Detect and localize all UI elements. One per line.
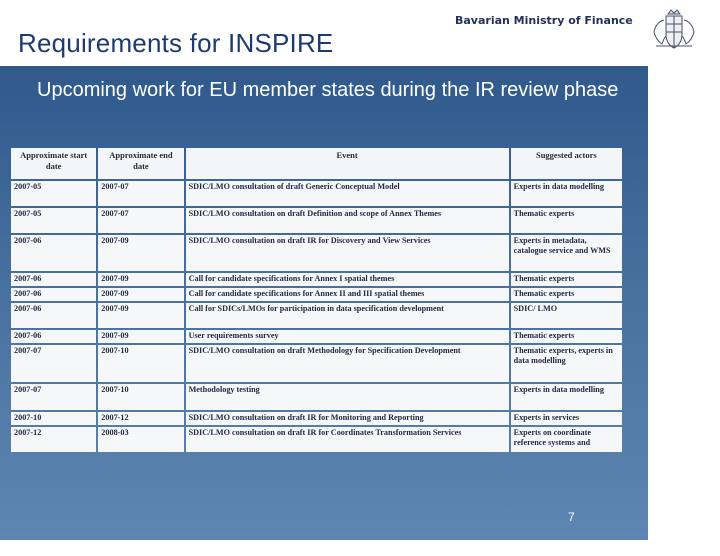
actors-cell: Thematic experts, experts in data modelling: [511, 345, 622, 382]
end-date-cell: 2007-09: [98, 330, 183, 343]
start-date-cell: 2007-07: [11, 384, 96, 410]
header-event: Event: [186, 148, 509, 179]
slide-title: Requirements for INSPIRE: [18, 28, 334, 58]
start-date-cell: 2007-05: [11, 208, 96, 233]
end-date-cell: 2007-10: [98, 345, 183, 382]
event-cell: Call for candidate specifications for Annex I spatial themes: [186, 273, 509, 286]
event-cell: User requirements survey: [186, 330, 509, 343]
table-header-row: [11, 148, 622, 179]
table-row: [11, 330, 622, 343]
actors-cell: Thematic experts: [511, 273, 622, 286]
header-end-date: Approximate end date: [98, 148, 183, 179]
start-date-cell: 2007-06: [11, 273, 96, 286]
start-date-cell: 2007-06: [11, 288, 96, 301]
actors-cell: Experts in data modelling: [511, 384, 622, 410]
schedule-table: [9, 146, 624, 454]
start-date-cell: 2007-06: [11, 303, 96, 328]
event-cell: Methodology testing: [186, 384, 509, 410]
table-row: [11, 208, 622, 233]
end-date-cell: 2007-12: [98, 412, 183, 425]
start-date-cell: 2007-07: [11, 345, 96, 382]
schedule-table-container: [9, 146, 624, 556]
event-cell: Call for candidate specifications for Annex II and III spatial themes: [186, 288, 509, 301]
event-cell: Call for SDICs/LMOs for participation in data specification development: [186, 303, 509, 328]
end-date-cell: 2007-09: [98, 288, 183, 301]
actors-cell: Thematic experts: [511, 288, 622, 301]
bavarian-coat-of-arms-icon: [648, 8, 700, 52]
table-row: [11, 303, 622, 328]
end-date-cell: 2007-10: [98, 384, 183, 410]
table-row: [11, 384, 622, 410]
event-cell: SDIC/LMO consultation on draft IR for Coordinates Transformation Services: [186, 427, 509, 452]
table-row: [11, 427, 622, 452]
table-row: [11, 273, 622, 286]
start-date-cell: 2007-12: [11, 427, 96, 452]
start-date-cell: 2007-05: [11, 181, 96, 206]
table-row: [11, 412, 622, 425]
actors-cell: Experts in metadata, catalogue service and WMS: [511, 235, 622, 271]
table-row: [11, 345, 622, 382]
slide-content-area: [0, 66, 648, 540]
table-row: [11, 288, 622, 301]
table-row: [11, 181, 622, 206]
header-suggested-actors: Suggested actors: [511, 148, 622, 179]
actors-cell: Experts in data modelling: [511, 181, 622, 206]
event-cell: SDIC/LMO consultation on draft Methodology for Specification Development: [186, 345, 509, 382]
start-date-cell: 2007-10: [11, 412, 96, 425]
end-date-cell: 2007-07: [98, 208, 183, 233]
actors-cell: Thematic experts: [511, 330, 622, 343]
end-date-cell: 2007-09: [98, 235, 183, 271]
end-date-cell: 2008-03: [98, 427, 183, 452]
page-number: 7: [568, 510, 575, 524]
table-row: [11, 235, 622, 271]
end-date-cell: 2007-09: [98, 273, 183, 286]
actors-cell: Thematic experts: [511, 208, 622, 233]
event-cell: SDIC/LMO consultation on draft IR for Discovery and View Services: [186, 235, 509, 271]
header-start-date: Approximate start date: [11, 148, 96, 179]
actors-cell: SDIC/ LMO: [511, 303, 622, 328]
ministry-name: Bavarian Ministry of Finance: [455, 14, 633, 27]
start-date-cell: 2007-06: [11, 330, 96, 343]
start-date-cell: 2007-06: [11, 235, 96, 271]
event-cell: SDIC/LMO consultation of draft Generic Conceptual Model: [186, 181, 509, 206]
event-cell: SDIC/LMO consultation on draft IR for Monitoring and Reporting: [186, 412, 509, 425]
event-cell: SDIC/LMO consultation on draft Definition and scope of Annex Themes: [186, 208, 509, 233]
end-date-cell: 2007-07: [98, 181, 183, 206]
actors-cell: Experts on coordinate reference systems and: [511, 427, 622, 452]
slide-subtitle: Upcoming work for EU member states during the IR review phase: [37, 79, 619, 101]
actors-cell: Experts in services: [511, 412, 622, 425]
end-date-cell: 2007-09: [98, 303, 183, 328]
